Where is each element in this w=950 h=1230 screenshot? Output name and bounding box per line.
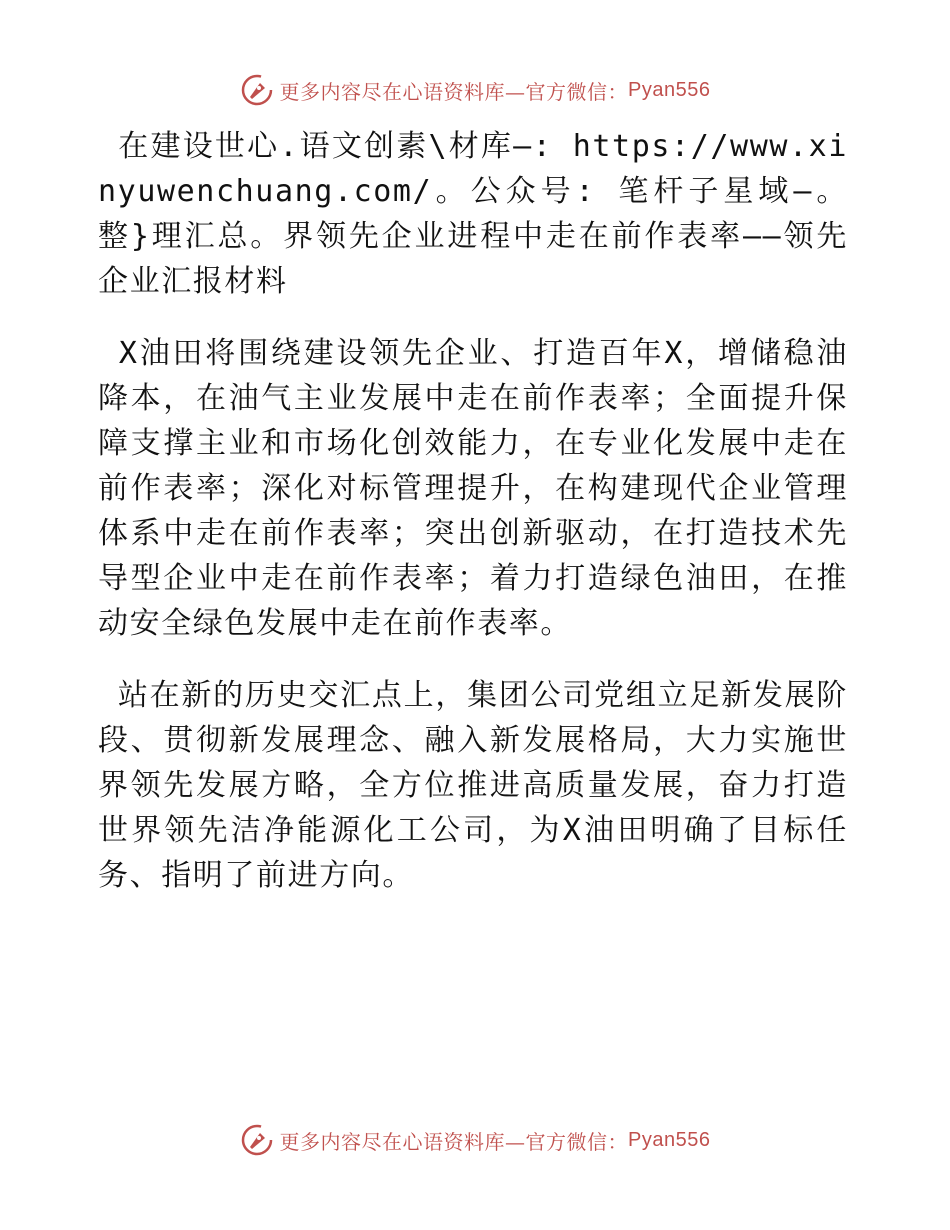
footer-banner xyxy=(0,1120,950,1160)
footer-wechat-id: Pyan556 xyxy=(628,1128,711,1151)
paragraph-1: 在建设世心.语文创素\材库—: https://www.xinyuwenchuang.com/。公众号: 笔杆子星域—。整}理汇总。界领先企业进程中走在前作表率——领先企业汇报材料 xyxy=(98,129,848,299)
pen-nib-logo-icon xyxy=(240,73,274,107)
header-banner-text: 更多内容尽在心语资料库—官方微信： xyxy=(279,79,629,104)
pen-nib-logo-icon xyxy=(240,1123,274,1157)
paragraph-3: 站在新的历史交汇点上，集团公司党组立足新发展阶段、贯彻新发展理念、融入新发展格局，大力实施世界领先发展方略，全方位推进高质量发展，奋力打造世界领先洁净能源化工公司，为X油田明确了目标任务、指明了前进方向。 xyxy=(98,678,848,893)
header-banner xyxy=(0,70,950,110)
paragraph-2: X油田将围绕建设领先企业、打造百年X，增储稳油降本，在油气主业发展中走在前作表率；全面提升保障支撑主业和市场化创效能力，在专业化发展中走在前作表率；深化对标管理提升，在构建现代企业管理体系中走在前作表率；突出创新驱动，在打造技术先导型企业中走在前作表率；着力打造绿色油田，在推动安全绿色发展中走在前作表率。 xyxy=(98,336,848,641)
document-body xyxy=(98,124,848,925)
header-wechat-id: Pyan556 xyxy=(628,78,711,101)
footer-banner-text: 更多内容尽在心语资料库—官方微信： xyxy=(279,1129,629,1154)
